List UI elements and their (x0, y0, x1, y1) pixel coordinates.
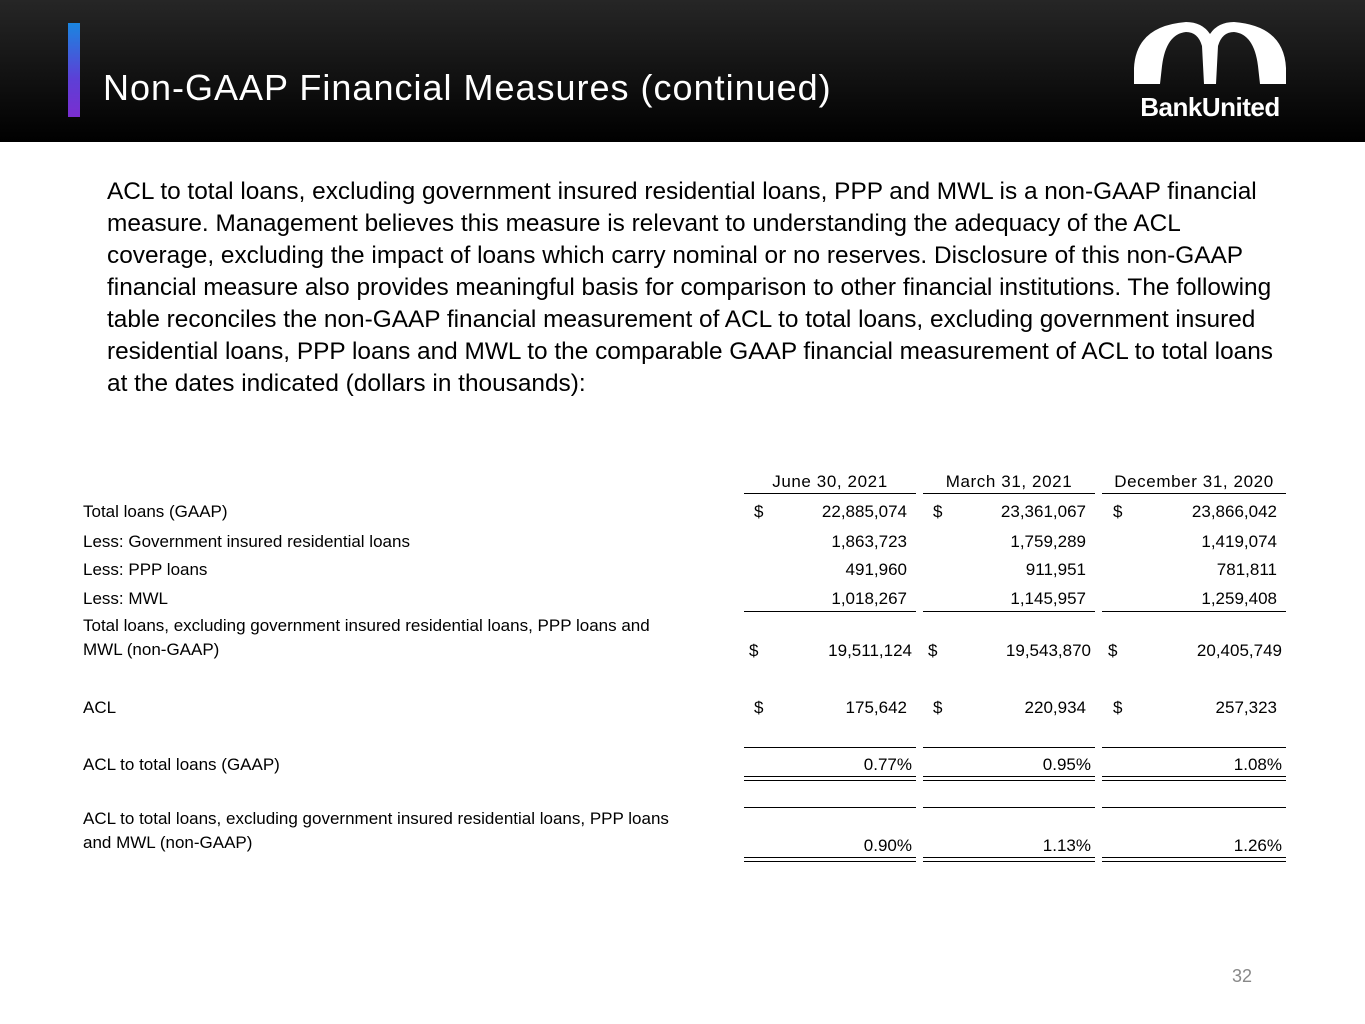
row-label: and MWL (non-GAAP) (83, 833, 253, 852)
table-cell: 1,145,957 (1010, 589, 1086, 608)
currency-symbol: $ (933, 502, 943, 521)
currency-symbol: $ (754, 698, 764, 717)
ratio-top-rule (744, 807, 916, 808)
bankunited-logo (1130, 22, 1290, 124)
currency-symbol: $ (1113, 502, 1123, 521)
currency-symbol: $ (754, 502, 764, 521)
header-underline (744, 493, 916, 494)
row-label: Less: PPP loans (83, 560, 208, 579)
currency-symbol: $ (1113, 698, 1123, 717)
logo-text: BankUnited (1140, 92, 1280, 122)
table-cell: 22,885,074 (821, 502, 907, 521)
table-cell: 1,419,074 (1201, 532, 1277, 551)
table-cell: 1,259,408 (1201, 589, 1277, 608)
table-cell: 1.08% (1233, 755, 1282, 774)
double-underline (923, 857, 1095, 862)
table-cell: 220,934 (1024, 698, 1086, 717)
double-underline (744, 857, 916, 862)
double-underline (923, 776, 1095, 781)
row-label: Total loans (GAAP) (83, 502, 228, 521)
table-cell: 491,960 (845, 560, 907, 579)
table-cell: 19,511,124 (828, 641, 912, 660)
row-label: ACL to total loans, excluding government insured residential loans, PPP loans (83, 809, 669, 828)
row-label: ACL to total loans (GAAP) (83, 755, 280, 774)
header-underline (1102, 493, 1286, 494)
table-cell: 23,361,067 (1000, 502, 1086, 521)
accent-bar (68, 23, 80, 117)
currency-symbol: $ (1108, 641, 1118, 660)
intro-paragraph: ACL to total loans, excluding government insured residential loans, PPP and MWL is a non-GAAP financial measure. Management believes this measure is relevant to understanding the adequacy of the ACL coverage, excluding the impact of loans which carry nominal or no reserves. Disclosure of this non-GAAP financial measure also provides meaningful basis for comparison to other financial institutions. The following table reconciles the non-GAAP financial measurement of ACL to total loans, excluding government insured residential loans, PPP loans and MWL to the comparable GAAP financial measurement of ACL to total loans at the dates indicated (dollars in thousands): (107, 178, 1273, 397)
currency-symbol: $ (749, 641, 759, 660)
table-cell: 1,018,267 (831, 589, 907, 608)
row-label: Less: MWL (83, 589, 169, 608)
table-cell: 257,323 (1215, 698, 1277, 717)
row-label: Less: Government insured residential loans (83, 532, 410, 551)
double-underline (1102, 857, 1286, 862)
table-cell: 19,543,870 (1005, 641, 1091, 660)
column-header: December 31, 2020 (1114, 472, 1274, 491)
table-cell: 1,759,289 (1010, 532, 1086, 551)
subtotal-rule (744, 611, 916, 612)
table-cell: 23,866,042 (1191, 502, 1277, 521)
table-cell: 175,642 (845, 698, 907, 717)
column-header: June 30, 2021 (772, 472, 888, 491)
double-underline (1102, 776, 1286, 781)
table-cell: 0.90% (863, 836, 912, 855)
table-cell: 1.26% (1233, 836, 1282, 855)
arch-icon (1134, 22, 1286, 84)
table-cell: 911,951 (1025, 560, 1086, 579)
ratio-top-rule (923, 807, 1095, 808)
column-header: March 31, 2021 (945, 472, 1073, 491)
row-label: ACL (83, 698, 117, 717)
table-cell: 0.95% (1042, 755, 1091, 774)
currency-symbol: $ (933, 698, 943, 717)
ratio-top-rule (1102, 807, 1286, 808)
double-underline (744, 776, 916, 781)
ratio-top-rule (744, 747, 916, 748)
subtotal-rule (1102, 611, 1286, 612)
slide-title: Non-GAAP Financial Measures (continued) (103, 67, 832, 108)
row-label: Total loans, excluding government insured residential loans, PPP loans and (83, 616, 650, 635)
row-label: MWL (non-GAAP) (83, 640, 220, 659)
table-cell: 1.13% (1042, 836, 1091, 855)
page-number: 32 (1232, 966, 1253, 986)
table-cell: 20,405,749 (1196, 641, 1282, 660)
subtotal-rule (923, 611, 1095, 612)
ratio-top-rule (1102, 747, 1286, 748)
table-cell: 781,811 (1216, 560, 1277, 579)
header-underline (923, 493, 1095, 494)
ratio-top-rule (923, 747, 1095, 748)
table-cell: 1,863,723 (831, 532, 907, 551)
currency-symbol: $ (928, 641, 938, 660)
slide-header (0, 0, 1365, 142)
table-cell: 0.77% (863, 755, 912, 774)
